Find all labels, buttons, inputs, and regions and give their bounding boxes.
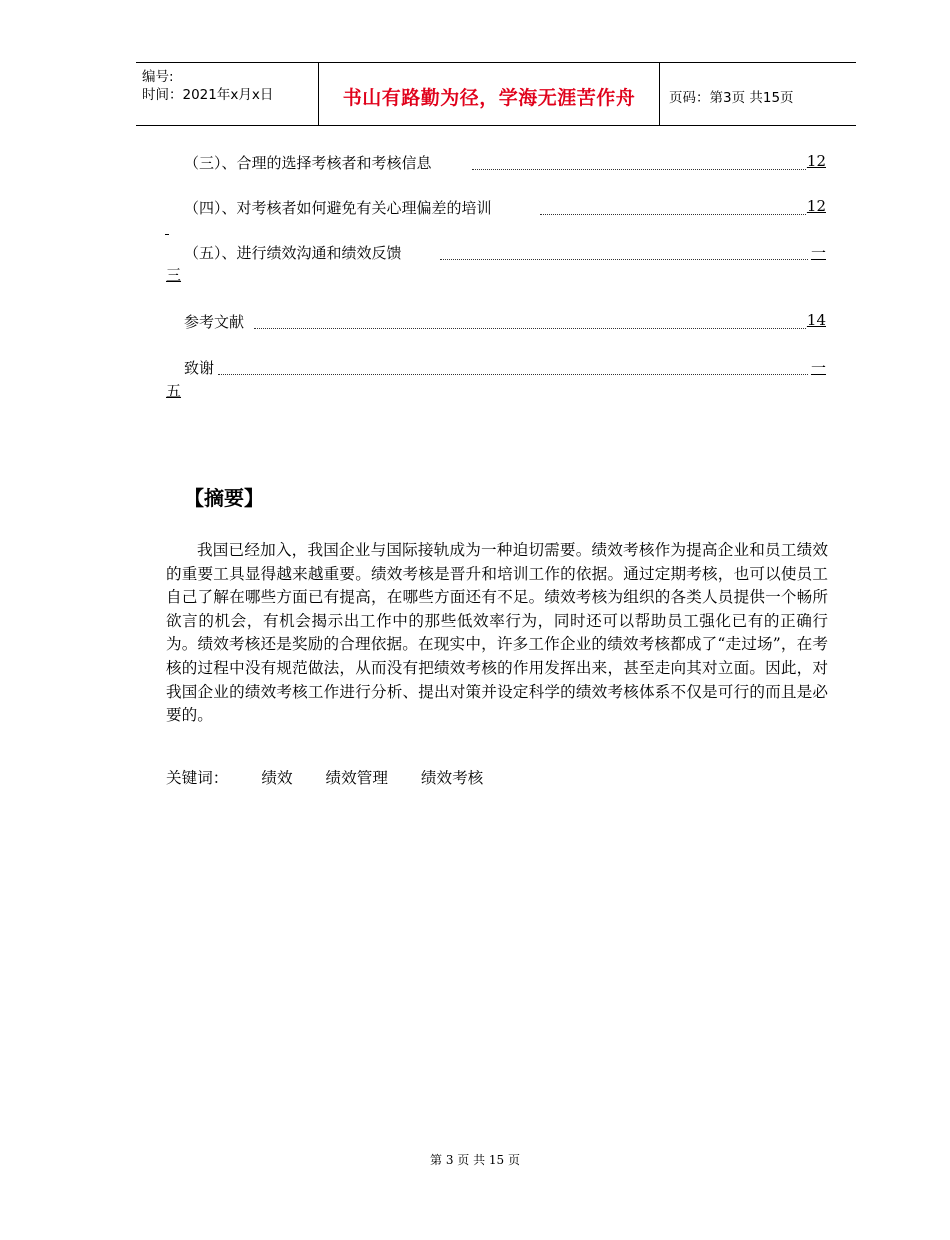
toc-entry[interactable]: [184, 152, 826, 176]
toc-leader: [254, 328, 806, 329]
header-info-cell: [136, 63, 318, 125]
toc-entry-page-wrap: 五: [166, 382, 182, 400]
page-header: [136, 62, 856, 126]
toc-entry-label: （五）、进行绩效沟通和绩效反馈: [184, 244, 402, 262]
keyword-item: 绩效: [261, 769, 293, 787]
header-page-code: 页码：第3页 共15页: [669, 90, 794, 106]
stray-mark: [165, 234, 169, 235]
keywords-label: 关键词：: [166, 769, 229, 787]
toc-entry-page: 12: [806, 197, 826, 215]
toc-entry-page: 一: [810, 244, 826, 262]
toc-entry-page: 14: [806, 311, 826, 329]
abstract-title: 【摘要】: [184, 486, 264, 510]
toc-leader: [218, 374, 808, 375]
keyword-item: 绩效管理: [325, 769, 388, 787]
toc-entry[interactable]: [184, 197, 826, 221]
toc-entry[interactable]: [184, 357, 826, 381]
motto-text: 书山有路勤为径，学海无涯苦作舟: [342, 87, 636, 109]
toc-entry-label: （三）、合理的选择考核者和考核信息: [184, 154, 432, 172]
header-page-cell: [659, 63, 856, 125]
serial-label: 编号:: [142, 69, 174, 85]
toc-leader: [540, 214, 806, 215]
toc-leader: [440, 259, 808, 260]
time-label: 时间：2021年x月x日: [142, 87, 274, 103]
toc-entry-label: 致谢: [184, 359, 215, 377]
keywords-line: [166, 766, 511, 788]
toc-entry[interactable]: [184, 242, 826, 266]
toc-entry[interactable]: [184, 311, 826, 335]
toc-leader: [472, 169, 806, 170]
toc-entry-page-wrap: 三: [166, 266, 182, 284]
toc-entry-label: 参考文献: [184, 313, 245, 331]
keyword-item: 绩效考核: [420, 769, 484, 787]
toc-entry-page: 一: [810, 359, 826, 377]
header-motto-cell: [318, 63, 660, 125]
toc-entry-label: （四）、对考核者如何避免有关心理偏差的培训: [184, 199, 492, 217]
abstract-body: 我国已经加入，我国企业与国际接轨成为一种迫切需要。绩效考核作为提高企业和员工绩效的重要工具显得越来越重要。绩效考核是晋升和培训工作的依据。通过定期考核，也可以使员工自己了解在哪些方面已有提高，在哪些方面还有不足。绩效考核为组织的各类人员提供一个畅所欲言的机会，有机会揭示出工作中的那些低效率行为，同时还可以帮助员工强化已有的正确行为。绩效考核还是奖励的合理依据。在现实中，许多工作企业的绩效考核都成了“走过场”，在考核的过程中没有规范做法，从而没有把绩效考核的作用发挥出来，甚至走向其对立面。因此，对我国企业的绩效考核工作进行分析、提出对策并设定科学的绩效考核体系不仅是可行的而且是必要的。: [166, 541, 828, 725]
toc-entry-page: 12: [806, 152, 826, 170]
page-footer: 第 3 页 共 15 页: [430, 1153, 520, 1167]
